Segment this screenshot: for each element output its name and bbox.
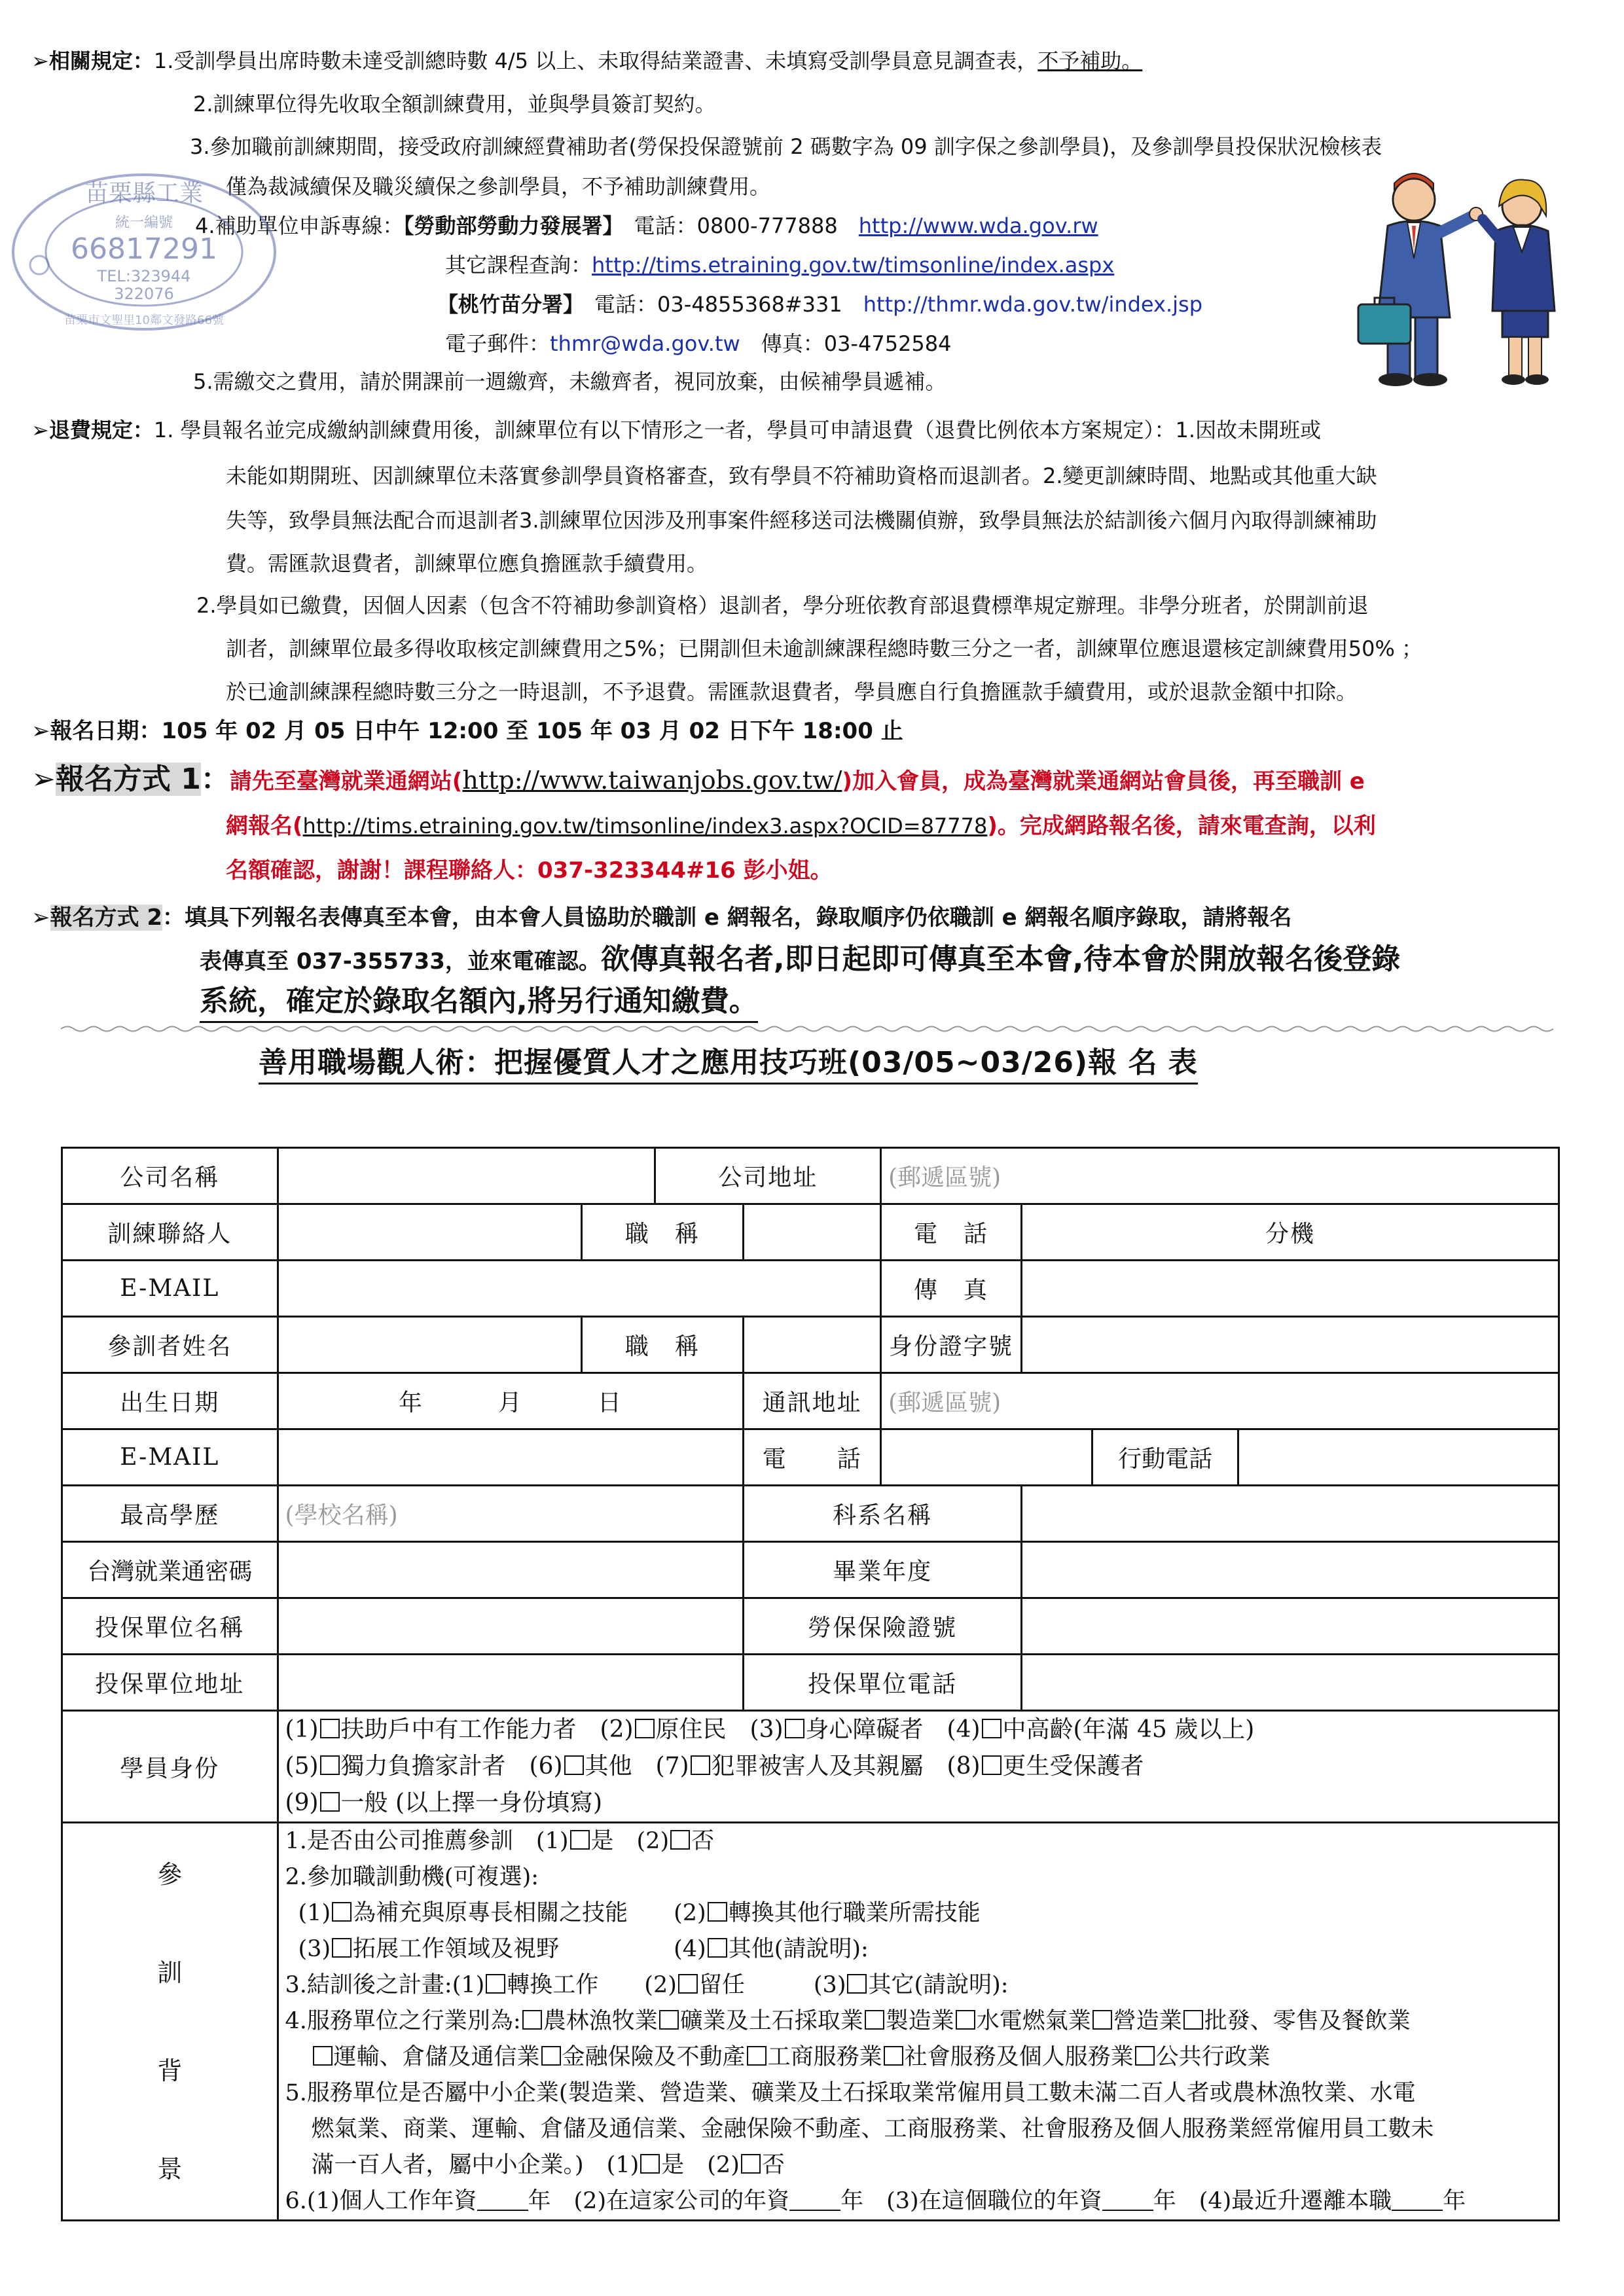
q-text: 其它(請說明): [868,1972,1009,1998]
checkbox[interactable] [332,1902,352,1922]
trainee-email-label: E-MAIL [62,1429,278,1486]
opt-text: 身心障礙者 (4) [805,1716,981,1743]
q-text: 年 [1443,2188,1466,2214]
identity-options [278,1711,1559,1823]
company-name-label: 公司名稱 [62,1148,278,1204]
etraining-link[interactable]: http://tims.etraining.gov.tw/timsonline/index3.aspx?OCID=87778 [302,814,988,838]
form-row-identity [62,1711,1559,1823]
contact-email-label: E-MAIL [62,1261,278,1317]
trainee-name-label: 參訓者姓名 [62,1317,278,1373]
item-text: 參加職前訓練期間，接受政府訓練經費補助者(勞保投保證號前 2 碼數字為 09 訓字保之參訓學員)，及參訓學員投保狀況檢核表 [209,134,1382,159]
identity-label: 學員身份 [62,1711,278,1823]
q-text: 年 (4)最近升遷離本職 [1153,2188,1392,2214]
method1-line-1 [31,759,1365,802]
refund-line-6: 訓者，訓練單位最多得收取核定訓練費用之5%；已開訓但未逾訓練課程總時數三分之一者，訓練單位應退還核定訓練費用50% ； [226,636,1423,661]
method1-label: 報名方式 1 [55,762,201,796]
method1-line-2 [226,806,1376,846]
q-text: (3) [298,1936,331,1962]
company-addr-label: 公司地址 [655,1148,881,1204]
birth-input[interactable]: 年 月 日 [278,1373,744,1429]
q-text: 金融保險及不動產 [562,2044,746,2070]
refund-text: 1. 學員報名並完成繳納訓練費用後，訓練單位有以下情形之一者，學員可申請退費（退費比例依本方案規定）：1.因故未開班或 [153,418,1322,442]
q-text: 公共行政業 [1155,2044,1271,2070]
refund-line-1 [31,412,1321,448]
bg-char: 景 [157,2154,183,2183]
form-row-edu [62,1486,1559,1542]
bg-q3 [285,1967,1551,2003]
email-line [445,326,951,361]
checkbox[interactable] [564,1755,584,1775]
refund-line-4: 費。需匯款退費者，訓練單位應負擔匯款手續費用。 [226,551,708,576]
q-text: 6.(1)個人工作年資 [285,2188,477,2214]
contact-input[interactable] [278,1204,581,1261]
checkbox[interactable] [741,2154,761,2174]
checkbox[interactable] [320,1792,340,1812]
wda-link[interactable]: http://www.wda.gov.rw [858,213,1098,238]
arrow-icon: ➢ [31,48,49,73]
checkbox[interactable] [522,2010,542,2030]
method2-colon: ： [162,905,185,931]
contact-email-input[interactable] [278,1261,881,1317]
checkbox[interactable] [1135,2046,1155,2066]
trainee-title-input[interactable] [744,1317,881,1373]
ins-no-label: 勞保保險證號 [744,1598,1022,1655]
method2-text: 表傳真至 037-355733，並來電確認。 [200,948,601,975]
rules-item-1 [31,43,1142,79]
branch-phone-label: 電話： [594,292,658,317]
checkbox[interactable] [708,1902,727,1922]
bg-char: 參 [157,1859,183,1889]
q-text: 其他(請說明): [728,1936,869,1962]
form-row-contact [62,1204,1559,1261]
stamp-line1: 苗栗縣工業 [84,180,204,207]
checkbox[interactable] [678,1974,698,1994]
trainee-phone-label: 電 話 [744,1429,881,1486]
business-people-illustration [1342,154,1591,403]
form-row-ins-name [62,1598,1559,1655]
contact-title-input[interactable] [744,1204,881,1261]
tw-pwd-input[interactable] [278,1542,744,1598]
q-text: 4.服務單位之行業別為: [285,2008,521,2034]
item-text: 受訓學員出席時數未達受訓總時數 4/5 以上、未取得結業證書、未填寫受訓學員意見調查表， [173,48,1038,73]
contact-phone-label: 電 話 [881,1204,1022,1261]
q-text: 轉換工作 (2) [507,1972,677,1998]
form-row-tw-pwd [62,1542,1559,1598]
opt-text: 獨力負擔家計者 (6) [340,1753,563,1780]
q-text: 營造業 [1113,2008,1182,2034]
company-name-input[interactable] [278,1148,655,1204]
refund-label: 退費規定： [48,418,154,442]
tw-pwd-label: 台灣就業通密碼 [62,1542,278,1598]
q-text: 3.結訓後之計畫:(1) [285,1972,485,1998]
registration-form [61,1147,1560,2221]
method1-text: 請先至臺灣就業通網站( [229,768,463,795]
q-text: 製造業 [885,2008,954,2034]
checkbox[interactable] [1092,2010,1112,2030]
item-text: 補助單位申訴專線： [215,213,404,238]
checkbox[interactable] [313,2046,333,2066]
checkbox[interactable] [486,1974,505,1994]
stamp-line3: 66817291 [71,232,217,266]
method2-emphasis: 欲傳真報名者,即日起即可傳真至本會,待本會於開放報名後登錄 [600,942,1401,976]
opt-text: 一般 (以上擇一身份填寫) [340,1789,603,1816]
email-label: 電子郵件： [445,331,550,356]
opt-text: 更生受保護者 [1002,1753,1144,1780]
item-num: 1. [153,48,174,73]
stamp-line2: 統一編號 [115,215,173,231]
ins-phone-label: 投保單位電話 [744,1655,1022,1711]
grad-year-input[interactable] [1021,1542,1559,1598]
phone-mobile-cell [881,1429,1559,1486]
id-no-input[interactable] [1021,1317,1559,1373]
q-text: 否 [761,2152,785,2178]
stamp-left-mark [30,256,48,274]
method2-label: 報名方式 2 [50,905,162,931]
ins-name-label: 投保單位名稱 [62,1598,278,1655]
q-text: 留任 (3) [698,1972,846,1998]
form-row-background [62,1823,1559,2221]
method2-line-3: 系統，確定於錄取名額內,將另行通知繳費。 [200,982,758,1023]
blank-input[interactable] [477,2190,528,2211]
checkbox[interactable] [884,2046,903,2066]
item-num: 3. [190,134,210,159]
bg-q6 [285,2183,1551,2219]
method1-colon: ： [200,762,230,796]
checkbox[interactable] [541,2046,561,2066]
trainee-name-input[interactable] [278,1317,581,1373]
q-text: 轉換其他行職業所需技能 [728,1900,981,1926]
rules-item-5 [193,364,947,399]
bg-q4a [285,2003,1551,2039]
bg-char: 訓 [157,1958,183,1987]
ins-no-input[interactable] [1021,1598,1559,1655]
q-text: 否 [691,1828,715,1854]
rules-item-4 [195,208,1098,243]
method2-line-2 [200,940,1400,981]
method2-line-1 [31,898,1291,937]
arrow-icon: ➢ [31,905,50,931]
bg-q1 [285,1823,1551,1859]
wda-phone-label: 電話： [634,213,697,238]
branch-link[interactable]: http://thmr.wda.gov.tw/index.jsp [863,292,1203,317]
opt-text: 中高齡(年滿 45 歲以上) [1002,1716,1255,1743]
form-row-birth [62,1373,1559,1429]
opt-text: 原住民 (3) [655,1716,784,1743]
q-text: 社會服務及個人服務業 [904,2044,1134,2070]
course-label: 其它課程查詢： [445,253,592,278]
opt-text: (5) [285,1753,319,1780]
contact-fax-label: 傳 真 [881,1261,1022,1317]
checkbox[interactable] [747,2046,767,2066]
bg-char: 背 [157,2056,183,2085]
background-questions [278,1823,1559,2221]
arrow-icon: ➢ [31,718,50,744]
reg-date-label: 報名日期： [50,718,162,744]
reg-date-text: 105 年 02 月 05 日中午 12:00 至 105 年 03 月 02 日下午 18:00 止 [161,718,903,744]
form-row-company [62,1148,1559,1204]
identity-line-2 [285,1748,1551,1785]
q-text: 是 (2) [661,2152,740,2178]
course-link[interactable]: http://tims.etraining.gov.tw/timsonline/index.aspx [592,253,1115,278]
bg-q5c [285,2147,1551,2183]
rules-label: 相關規定： [48,48,154,73]
contact-ext-input[interactable]: 分機 [1021,1204,1559,1261]
q-text: 年 (3)在這個職位的年資 [840,2188,1102,2214]
refund-line-7: 於已逾訓練課程總時數三分之一時退訓，不予退費。需匯款退費者，學員應自行負擔匯款手續費用，或於退款金額中扣除。 [226,679,1358,704]
form-row-contact-email [62,1261,1559,1317]
q-text: 拓展工作領域及視野 (4) [353,1936,706,1962]
checkbox[interactable] [691,1755,710,1775]
blank-input[interactable] [789,2190,840,2211]
identity-line-3 [285,1785,1551,1821]
checkbox[interactable] [708,1938,727,1958]
checkbox[interactable] [982,1719,1001,1738]
mail-addr-input[interactable]: (郵遞區號) [881,1373,1559,1429]
form-row-ins-addr [62,1655,1559,1711]
item-num: 5. [193,369,213,394]
rules-item-3 [190,129,1382,164]
ins-phone-input[interactable] [1021,1655,1559,1711]
ins-addr-input[interactable] [278,1655,744,1711]
bg-q5a: 5.服務單位是否屬中小企業(製造業、營造業、礦業及土石採取業常僱用員工數未滿二百人者或農林漁牧業、水電 [285,2080,1416,2106]
q-text: 滿一百人者，屬中小企業。) (1) [311,2152,640,2178]
item-num: 4. [195,213,215,238]
form-title: 善用職場觀人術：把握優質人才之應用技巧班(03/05~03/26)報 名 表 [259,1043,1198,1085]
checkbox[interactable] [659,2010,679,2030]
opt-text: (9) [285,1789,319,1816]
q-text: 是 (2) [590,1828,670,1854]
checkbox[interactable] [670,1830,690,1850]
q-text: 1.是否由公司推薦參訓 (1) [285,1828,569,1854]
item-tail: 不予補助。 [1038,48,1143,73]
mail-addr-label: 通訊地址 [744,1373,881,1429]
checkbox[interactable] [320,1755,340,1775]
method1-line-3: 名額確認，謝謝！課程聯絡人：037-323344#16 彭小姐。 [226,857,833,884]
mobile-input[interactable] [1239,1430,1558,1484]
stamp-ring: 苗栗市文聖里10鄰文發路66號 [64,314,224,327]
refund-line-3: 失等，致學員無法配合而退訓者3.訓練單位因涉及刑事案件經移送司法機關偵辦，致學員無法於結訓後六個月內取得訓練補助 [226,508,1377,533]
identity-line-1 [285,1712,1551,1748]
contact-label: 訓練聯絡人 [62,1204,278,1261]
blank-input[interactable] [1102,2190,1153,2211]
bg-q4b [285,2039,1551,2075]
checkbox[interactable] [785,1719,804,1738]
grad-year-label: 畢業年度 [744,1542,1022,1598]
edu-input[interactable]: (學校名稱) [278,1486,744,1542]
branch-phone: 03-4855368#331 [657,292,842,317]
item-num: 2. [193,92,213,117]
q-text: 運輸、倉儲及通信業 [333,2044,540,2070]
opt-text: 犯罪被害人及其親屬 (8) [711,1753,981,1780]
refund-line-2: 未能如期開班、因訓練單位未落實參訓學員資格審查，致有學員不符補助資格而退訓者。2.變更訓練時間、地點或其他重大缺 [226,463,1377,488]
checkbox[interactable] [956,2010,975,2030]
checkbox[interactable] [320,1719,340,1738]
course-query-line [445,247,1114,283]
q-text: 水電燃氣業 [976,2008,1091,2034]
method1-text: )加入會員，成為臺灣就業通網站會員後，再至職訓 e [842,768,1365,795]
wda-phone: 0800-777888 [696,213,838,238]
q-text: (1) [298,1900,331,1926]
checkbox[interactable] [640,2154,660,2174]
blank-input[interactable] [1392,2190,1443,2211]
q-text: 為補充與原專長相關之技能 (2) [353,1900,706,1926]
bg-q2b [285,1931,1551,1967]
email-link[interactable]: thmr@wda.gov.tw [550,331,740,356]
checkbox[interactable] [332,1938,352,1958]
q-text: 農林漁牧業 [543,2008,658,2034]
refund-line-5: 2.學員如已繳費，因個人因素（包含不符補助參訓資格）退訓者，學分班依教育部退費標準規定辦理。非學分班者，於開訓前退 [196,593,1369,618]
stamp-line5: 322076 [114,285,174,303]
bg-q2: 2.參加職訓動機(可複選): [285,1864,539,1890]
rules-item-3-cont: 僅為裁減續保及職災續保之參訓學員，不予補助訓練費用。 [226,174,771,199]
opt-text: 扶助戶中有工作能力者 (2) [340,1716,634,1743]
edu-label: 最高學歷 [62,1486,278,1542]
bg-q2a [285,1895,1551,1931]
id-no-label: 身份證字號 [881,1317,1022,1373]
method1-text: 網報名( [226,813,303,839]
mobile-label: 行動電話 [1093,1430,1239,1484]
company-addr-input[interactable]: (郵遞區號) [881,1148,1559,1204]
checkbox[interactable] [847,1974,867,1994]
item-text: 訓練單位得先收取全額訓練費用，並與學員簽訂契約。 [213,92,716,117]
form-row-trainee [62,1317,1559,1373]
q-text: 礦業及土石採取業 [679,2008,863,2034]
checkbox[interactable] [865,2010,884,2030]
contact-title-label: 職 稱 [581,1204,744,1261]
item-text: 需繳交之費用，請於開課前一週繳齊，未繳齊者，視同放棄，由候補學員遞補。 [213,369,947,394]
taiwanjobs-link[interactable]: http://www.taiwanjobs.gov.tw/ [462,766,842,795]
method2-text: 填具下列報名表傳真至本會，由本會人員協助於職訓 e 網報名，錄取順序仍依職訓 e 網報名順序錄取，請將報名 [185,905,1292,931]
form-row-trainee-email [62,1429,1559,1486]
trainee-phone-input[interactable] [882,1430,1093,1484]
stamp-line4: TEL:323944 [97,267,191,285]
q-text: 年 (2)在這家公司的年資 [528,2188,790,2214]
ins-name-input[interactable] [278,1598,744,1655]
rules-item-2 [193,86,716,122]
checkbox[interactable] [982,1755,1001,1775]
opt-text: (1) [285,1716,319,1743]
bg-q5b: 燃氣業、商業、運輸、倉儲及通信業、金融保險不動產、工商服務業、社會服務及個人服務業經常僱用員工數未 [311,2116,1434,2142]
wavy-divider [61,1024,1560,1033]
company-stamp [7,167,281,337]
method1-text: )。完成網路報名後，請來電查詢，以利 [987,813,1376,839]
q-text: 批發、零售及餐飲業 [1204,2008,1411,2034]
arrow-icon: ➢ [31,418,49,442]
branch-name: 【桃竹苗分署】 [437,292,574,317]
fax-label: 傳真： [761,331,824,356]
contact-fax-input[interactable] [1021,1261,1559,1317]
fax-number: 03-4752584 [823,331,952,356]
branch-line [437,287,1202,322]
opt-text: 其他 (7) [585,1753,689,1780]
dept-input[interactable] [1021,1486,1559,1542]
q-text: 工商服務業 [767,2044,882,2070]
checkbox[interactable] [1183,2010,1203,2030]
trainee-email-input[interactable] [278,1429,744,1486]
checkbox[interactable] [570,1830,590,1850]
wda-name: 【勞動部勞動力發展署】 [403,213,613,238]
registration-date [31,713,903,749]
arrow-icon: ➢ [31,762,56,796]
birth-label: 出生日期 [62,1373,278,1429]
checkbox[interactable] [635,1719,655,1738]
ins-addr-label: 投保單位地址 [62,1655,278,1711]
background-label [62,1823,278,2221]
dept-label: 科系名稱 [744,1486,1022,1542]
trainee-title-label: 職 稱 [581,1317,744,1373]
